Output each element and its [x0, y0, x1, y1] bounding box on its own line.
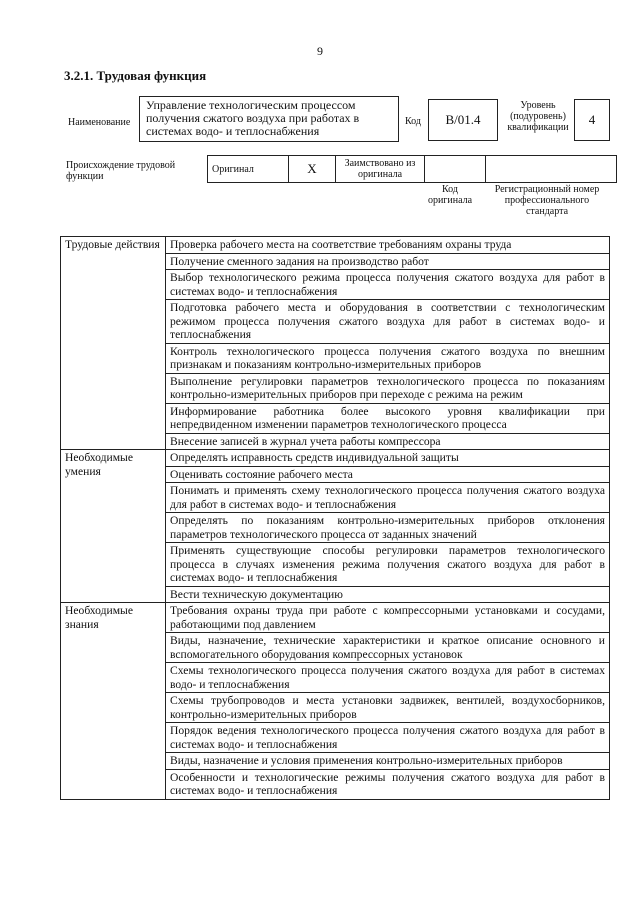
section-item: Понимать и применять схему технологического процесса получения сжатого воздуха для работ в системах водо- и теплоснабжения: [166, 483, 610, 513]
function-details-table: [60, 236, 610, 800]
section-item: Применять существующие способы регулировки параметров технологического процесса в случаях изменения режима получения сжатого воздуха для работ в системах водо- и теплоснабжения: [166, 543, 610, 587]
section-category: Необходимые умения: [61, 450, 166, 603]
original-code-caption: Код оригинала: [427, 184, 473, 206]
reg-number-cell: [486, 156, 617, 183]
section-item: Проверка рабочего места на соответствие требованиям охраны труда: [166, 237, 610, 254]
section-category: Необходимые знания: [61, 603, 166, 800]
origin-table: [207, 155, 617, 183]
section-title: 3.2.1. Трудовая функция: [64, 68, 207, 83]
level-label: Уровень (подуровень) квалификации: [507, 100, 569, 133]
original-code-cell: [425, 156, 486, 183]
borrowed-label: Заимствовано из оригинала: [336, 156, 425, 183]
section-item: Внесение записей в журнал учета работы компрессора: [166, 433, 610, 450]
original-label: Оригинал: [208, 156, 289, 183]
section-item: Порядок ведения технологического процесса получения сжатого воздуха для работ в системах водо- и теплоснабжения: [166, 723, 610, 753]
code-label: Код: [405, 116, 421, 127]
function-name-value: Управление технологическим процессом получения сжатого воздуха при работах в системах водо- и теплоснабжения: [139, 96, 399, 142]
section-item: Подготовка рабочего места и оборудования в соответствии с технологическим режимом процесса получения сжатого воздуха для работ в системах водо- и теплоснабжения: [166, 300, 610, 344]
section-item: Информирование работника более высокого уровня квалификации при непредвиденном изменении параметров технологического процесса: [166, 403, 610, 433]
section-item: Схемы трубопроводов и места установки задвижек, вентилей, воздухосборников, контрольно-измерительных приборов: [166, 693, 610, 723]
name-label: Наименование: [68, 117, 131, 128]
section-item: Особенности и технологические режимы получения сжатого воздуха для работ в системах водо- и теплоснабжения: [166, 769, 610, 799]
section-item: Выполнение регулировки параметров технологического процесса по показаниям контрольно-измерительных приборов при переходе с режима на режим: [166, 373, 610, 403]
section-item: Определять по показаниям контрольно-измерительных приборов отклонения параметров технологического процесса от заданных значений: [166, 513, 610, 543]
section-item: Вести техническую документацию: [166, 586, 610, 603]
original-mark: X: [289, 156, 336, 183]
table-row: [61, 450, 610, 467]
section-item: Требования охраны труда при работе с компрессорными установками и сосудами, работающими под давлением: [166, 603, 610, 633]
code-value: В/01.4: [428, 99, 498, 141]
section-item: Схемы технологического процесса получения сжатого воздуха для работ в системах водо- и теплоснабжения: [166, 663, 610, 693]
section-category: Трудовые действия: [61, 237, 166, 450]
section-item: Виды, назначение, технические характеристики и краткое описание основного и вспомогательного оборудования компрессорных установок: [166, 633, 610, 663]
section-item: Оценивать состояние рабочего места: [166, 466, 610, 483]
origin-label: Происхождение трудовой функции: [66, 160, 176, 182]
page-number: 9: [317, 44, 323, 58]
table-row: [61, 237, 610, 254]
section-item: Выбор технологического режима процесса получения сжатого воздуха для работ в системах водо- и теплоснабжения: [166, 270, 610, 300]
section-item: Определять исправность средств индивидуальной защиты: [166, 450, 610, 467]
level-value: 4: [574, 99, 610, 141]
table-row: [61, 603, 610, 633]
reg-number-caption: Регистрационный номер профессионального стандарта: [494, 184, 600, 217]
section-item: Получение сменного задания на производство работ: [166, 253, 610, 270]
section-item: Контроль технологического процесса получения сжатого воздуха по внешним признакам и показаниям контрольно-измерительных приборов: [166, 343, 610, 373]
section-item: Виды, назначение и условия применения контрольно-измерительных приборов: [166, 753, 610, 770]
